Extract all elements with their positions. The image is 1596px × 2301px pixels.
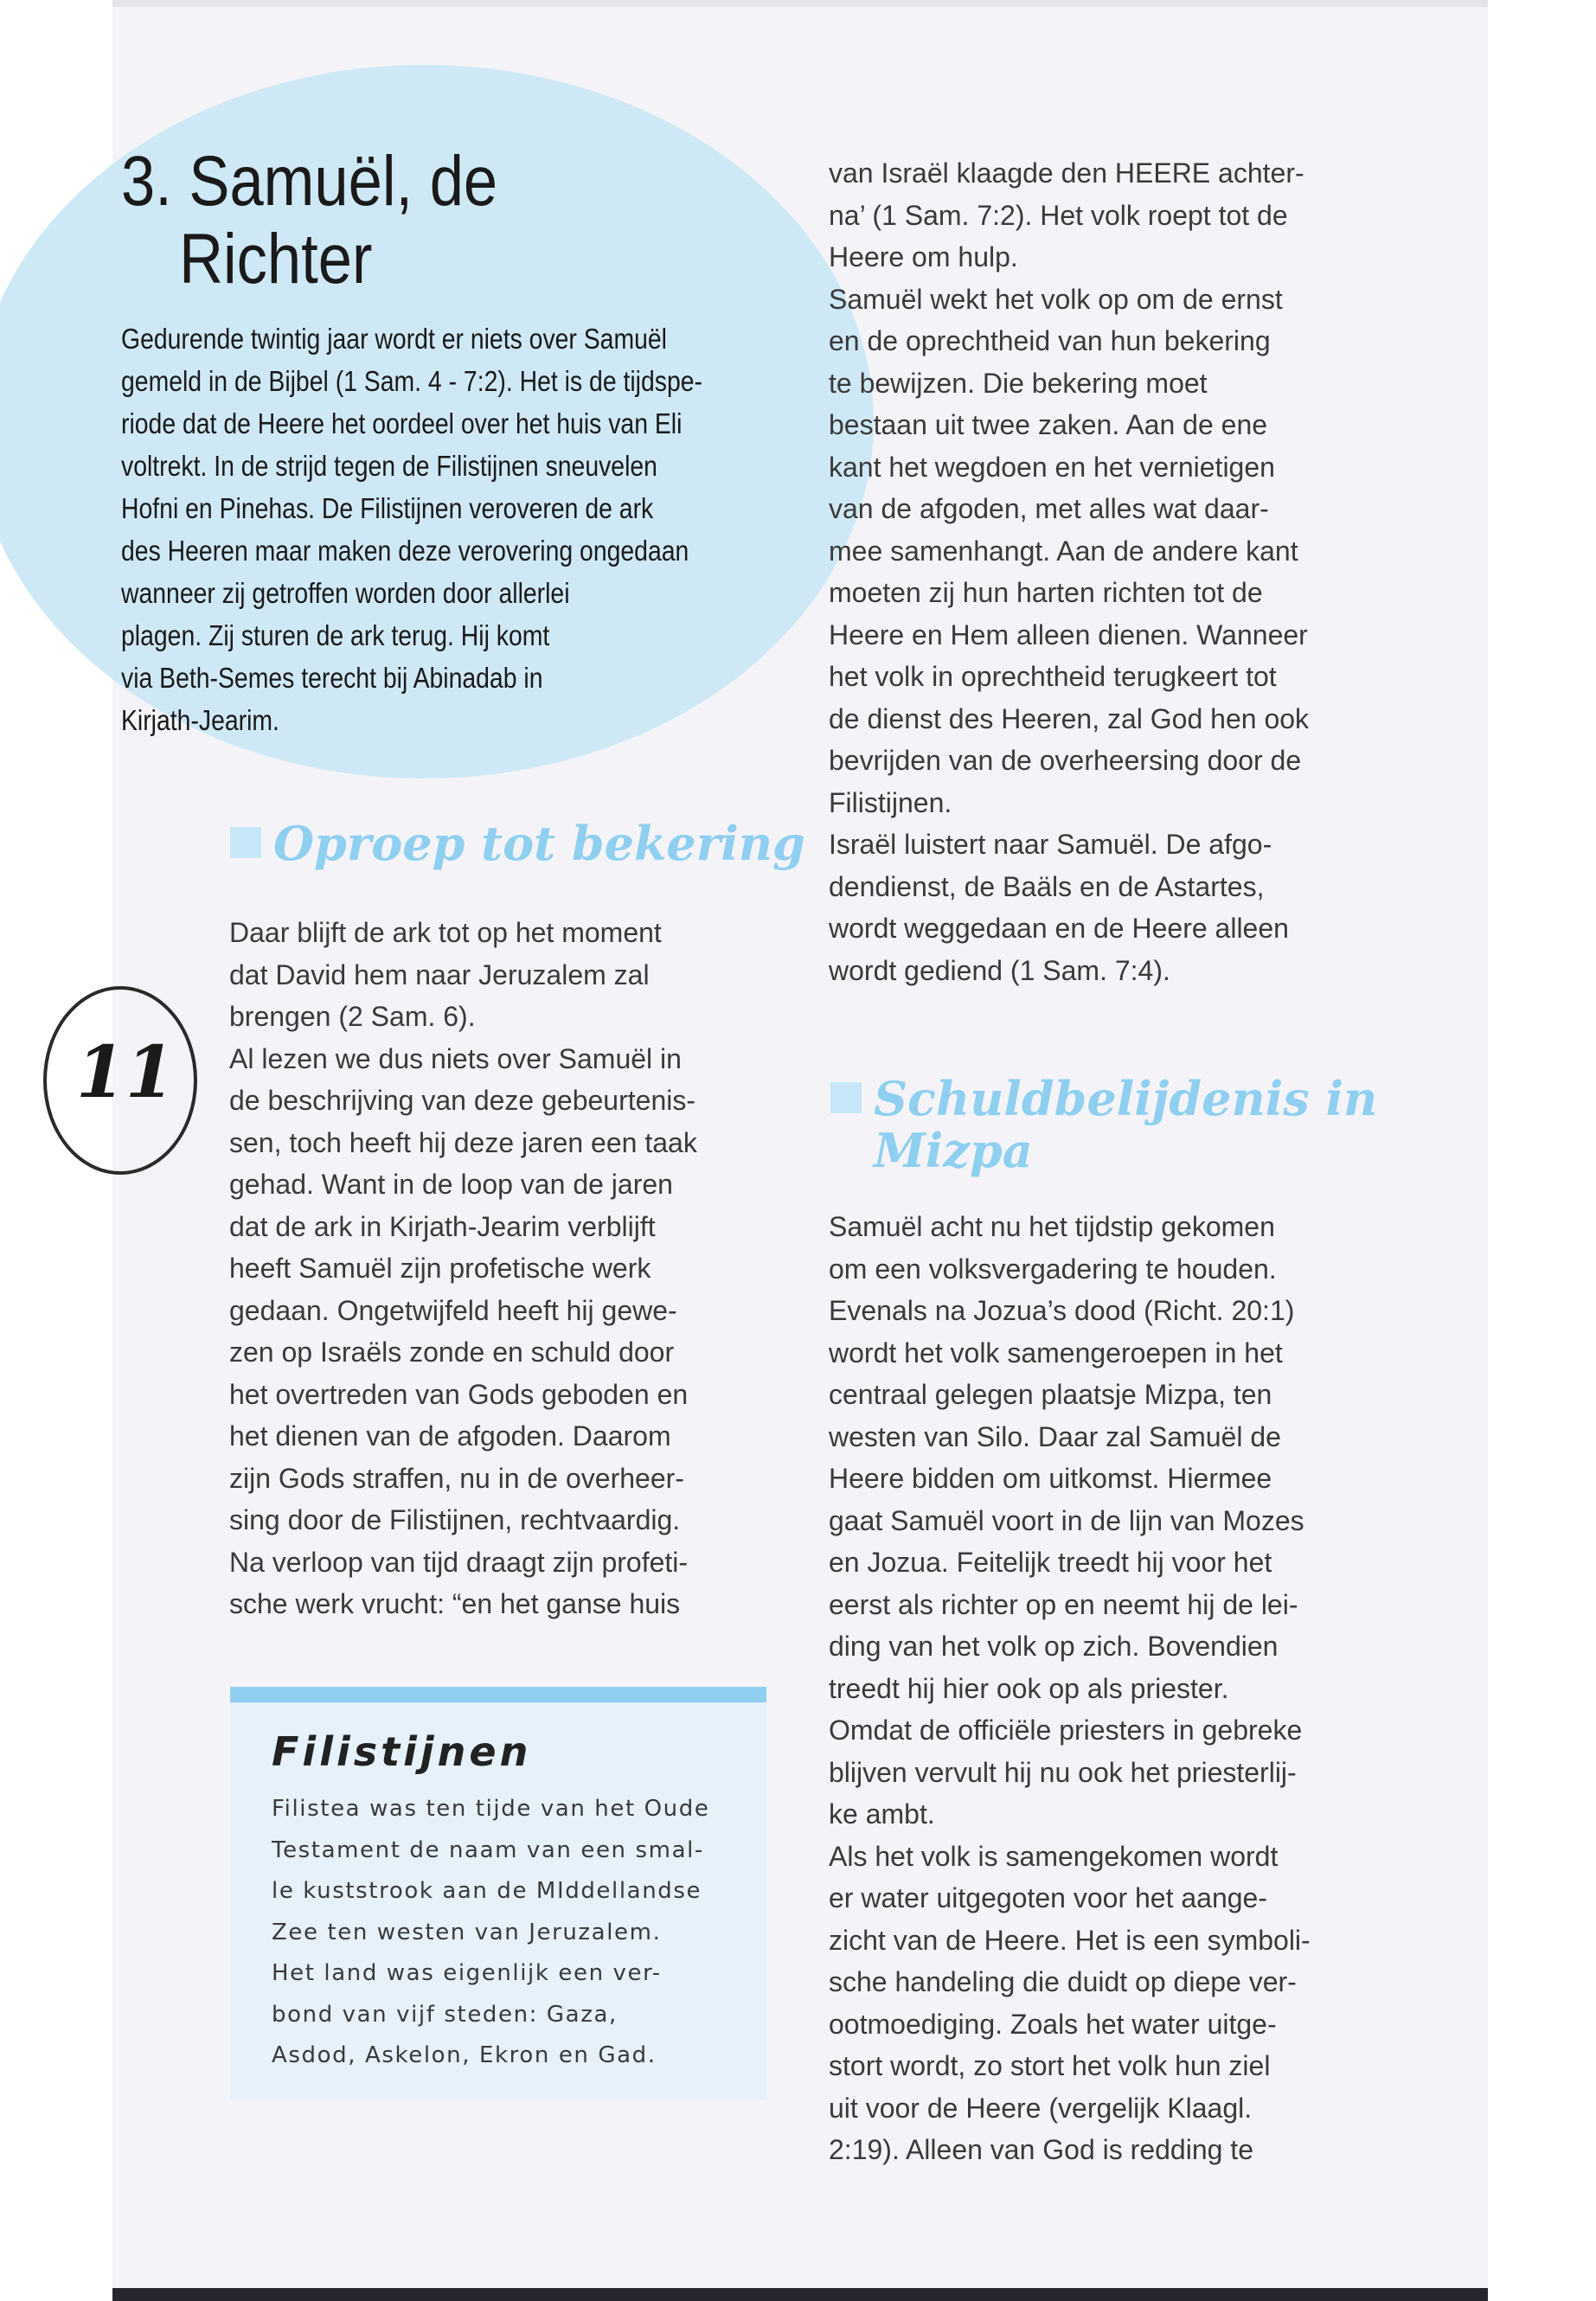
page-number: 11 xyxy=(75,1031,175,1114)
sidebar-line: Asdod, Askelon, Ekron en Gad. xyxy=(272,2042,657,2068)
body-line: moeten zij hun harten richten tot de xyxy=(829,577,1263,608)
intro-line: gemeld in de Bijbel (1 Sam. 4 - 7:2). Het is de tijdspe- xyxy=(121,365,702,397)
body-line: 2:19). Alleen van God is redding te xyxy=(829,2134,1253,2165)
sidebar-box-filistijnen xyxy=(230,1687,766,2100)
body-line: Heere om hulp. xyxy=(829,241,1018,272)
body-line: bevrijden van de overheersing door de xyxy=(829,745,1302,776)
body-line: Israël luistert naar Samuël. De afgo- xyxy=(829,829,1272,860)
body-line: zen op Israëls zonde en schuld door xyxy=(229,1336,675,1368)
body-line: Omdat de officiële priesters in gebreke xyxy=(829,1715,1303,1746)
body-line: en de oprechtheid van hun bekering xyxy=(829,325,1271,356)
body-line: het dienen van de afgoden. Daarom xyxy=(229,1420,671,1452)
page-top-edge xyxy=(112,0,1488,7)
intro-line: plagen. Zij sturen de ark terug. Hij komt xyxy=(121,619,550,651)
body-line: Samuël wekt het volk op om de ernst xyxy=(829,283,1283,315)
body-line: ke ambt. xyxy=(829,1798,935,1830)
body-line: zijn Gods straffen, nu in de overheer- xyxy=(229,1462,684,1494)
body-line: er water uitgegoten voor het aange- xyxy=(829,1882,1267,1913)
sidebar-line: Het land was eigenlijk een ver- xyxy=(272,1960,662,1986)
body-line: Daar blijft de ark tot op het moment xyxy=(229,917,662,948)
body-line: dendienst, de Baäls en de Astartes, xyxy=(829,870,1265,902)
body-line: wordt weggedaan en de Heere alleen xyxy=(829,913,1289,944)
section1-body xyxy=(229,912,869,1625)
body-line: Evenals na Jozua’s dood (Richt. 20:1) xyxy=(829,1295,1295,1326)
intro-line: via Beth-Semes terecht bij Abinadab in xyxy=(121,662,543,694)
body-line: Al lezen we dus niets over Samuël in xyxy=(229,1042,682,1074)
sidebar-title: Filistijnen xyxy=(272,1728,532,1775)
body-line: sche handeling die duidt op diepe ver- xyxy=(829,1966,1297,1997)
body-line: stort wordt, zo stort het volk hun ziel xyxy=(829,2050,1271,2081)
body-line: kant het wegdoen en het vernietigen xyxy=(829,451,1275,483)
body-line: Als het volk is samengekomen wordt xyxy=(829,1840,1279,1872)
sidebar-line: le kuststrook aan de MIddellandse xyxy=(272,1878,702,1904)
column2-top-body xyxy=(829,152,1469,991)
sidebar-line: Filistea was ten tijde van het Oude xyxy=(272,1796,710,1822)
body-line: om een volksvergadering te houden. xyxy=(829,1253,1277,1285)
body-line: uit voor de Heere (vergelijk Klaagl. xyxy=(829,2092,1253,2124)
intro-line: riode dat de Heere het oordeel over het huis van Eli xyxy=(121,407,683,439)
body-line: sing door de Filistijnen, rechtvaardig. xyxy=(229,1504,681,1535)
body-line: te bewijzen. Die bekering moet xyxy=(829,367,1208,399)
section-heading-text-cont: Mizpa xyxy=(874,1123,1033,1178)
body-line: van de afgoden, met alles wat daar- xyxy=(829,493,1269,524)
book-page xyxy=(75,0,1488,2297)
intro-line: Gedurende twintig jaar wordt er niets over Samuël xyxy=(121,323,667,355)
section-heading-oproep xyxy=(230,817,853,869)
body-line: dat David hem naar Jeruzalem zal xyxy=(229,958,650,990)
body-line: heeft Samuël zijn profetische werk xyxy=(229,1253,651,1284)
body-line: zicht van de Heere. Het is een symboli- xyxy=(829,1924,1311,1956)
body-line: bestaan uit twee zaken. Aan de ene xyxy=(829,409,1268,440)
body-line: en Jozua. Feitelijk treedt hij voor het xyxy=(829,1547,1272,1578)
sidebar-text xyxy=(272,1789,756,2077)
body-line: sche werk vrucht: “en het ganse huis xyxy=(229,1588,681,1619)
body-line: gaat Samuël voort in de lijn van Mozes xyxy=(829,1504,1304,1536)
body-line: treedt hij hier ook op als priester. xyxy=(829,1672,1229,1704)
sidebar-line: Testament de naam van een smal- xyxy=(272,1836,704,1863)
body-line: ootmoediging. Zoals het water uitge- xyxy=(829,2008,1277,2040)
body-line: gedaan. Ongetwijfeld heeft hij gewe- xyxy=(229,1294,677,1326)
body-line: van Israël klaagde den HEERE achter- xyxy=(829,157,1304,189)
body-line: Heere bidden om uitkomst. Hiermee xyxy=(829,1463,1272,1494)
body-line: blijven vervult hij nu ook het priesterlij- xyxy=(829,1756,1297,1788)
body-line: het volk in oprechtheid terugkeert tot xyxy=(829,661,1277,692)
body-line: ding van het volk op zich. Bovendien xyxy=(829,1631,1279,1662)
chapter-heading-line2: Richter xyxy=(179,220,373,298)
body-line: sen, toch heeft hij deze jaren een taak xyxy=(229,1126,697,1158)
body-line: Samuël acht nu het tijdstip gekomen xyxy=(829,1211,1275,1242)
chapter-heading-line1: 3. Samuël, de xyxy=(121,142,498,221)
sidebar-line: bond van vijf steden: Gaza, xyxy=(272,2001,618,2028)
body-line: de dienst des Heeren, zal God hen ook xyxy=(829,702,1310,734)
body-line: Heere en Hem alleen dienen. Wanneer xyxy=(829,619,1308,651)
page-bottom-edge xyxy=(112,2288,1488,2301)
body-line: na’ (1 Sam. 7:2). Het volk roept tot de xyxy=(829,199,1288,231)
square-bullet-icon xyxy=(230,827,261,858)
body-line: de beschrijving van deze gebeurtenis- xyxy=(229,1085,695,1116)
chapter-heading xyxy=(121,143,687,298)
chapter-intro xyxy=(121,317,731,741)
body-line: wordt gediend (1 Sam. 7:4). xyxy=(829,954,1170,986)
section-heading-text: Oproep tot bekering xyxy=(273,816,805,871)
page-number-badge xyxy=(43,986,197,1175)
section-heading-text: Schuldbelijdenis in xyxy=(874,1071,1378,1126)
body-line: het overtreden van Gods geboden en xyxy=(229,1378,689,1410)
body-line: mee samenhangt. Aan de andere kant xyxy=(829,535,1298,567)
square-bullet-icon xyxy=(830,1082,862,1113)
intro-line: des Heeren maar maken deze verovering ongedaan xyxy=(121,535,689,567)
body-line: centraal gelegen plaatsje Mizpa, ten xyxy=(829,1379,1272,1410)
sidebar-line: Zee ten westen van Jeruzalem. xyxy=(272,1919,662,1945)
intro-line: wanneer zij getroffen worden door allerlei xyxy=(121,577,570,609)
intro-line: Hofni en Pinehas. De Filistijnen veroveren de ark xyxy=(121,492,654,524)
body-line: westen van Silo. Daar zal Samuël de xyxy=(829,1420,1281,1452)
body-line: eerst als richter op en neemt hij de lei- xyxy=(829,1588,1298,1620)
intro-line: voltrekt. In de strijd tegen de Filistijnen sneuvelen xyxy=(121,450,657,482)
intro-line: Kirjath-Jearim. xyxy=(121,704,279,736)
section-heading-schuldbelijdenis xyxy=(830,1073,1384,1176)
body-line: wordt het volk samengeroepen in het xyxy=(829,1336,1283,1368)
body-line: brengen (2 Sam. 6). xyxy=(229,1001,476,1032)
body-line: dat de ark in Kirjath-Jearim verblijft xyxy=(229,1210,656,1242)
body-line: Filistijnen. xyxy=(829,786,952,818)
section2-body xyxy=(829,1206,1469,2171)
body-line: Na verloop van tijd draagt zijn profeti- xyxy=(229,1546,689,1578)
body-line: gehad. Want in de loop van de jaren xyxy=(229,1169,673,1200)
